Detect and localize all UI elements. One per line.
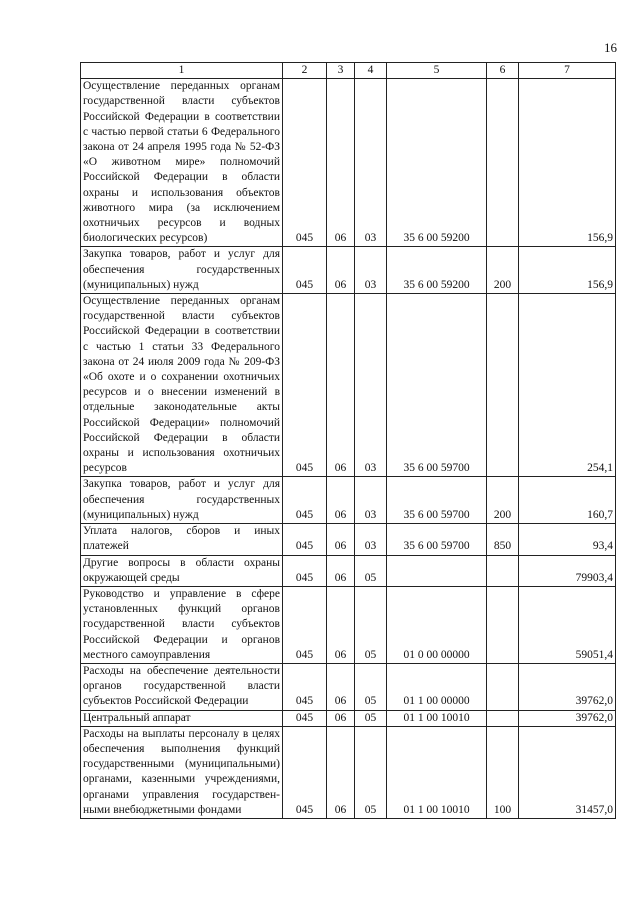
row-code-section: 06 — [327, 247, 355, 294]
row-target-article: 01 1 00 10010 — [387, 710, 487, 726]
row-code-subsection: 03 — [355, 79, 387, 247]
row-description: Другие вопросы в области охраны окружающей среды — [81, 555, 283, 586]
row-description: Руководство и управление в сфере установленных функций органов государственной власти субъектов Российской Федерации и органов местного самоуправления — [81, 586, 283, 663]
row-expense-type — [487, 555, 519, 586]
table-row — [81, 477, 616, 524]
row-expense-type: 200 — [487, 477, 519, 524]
row-target-article: 01 1 00 00000 — [387, 663, 487, 710]
row-code-ministry: 045 — [283, 477, 327, 524]
row-code-ministry: 045 — [283, 524, 327, 555]
row-code-section: 06 — [327, 477, 355, 524]
row-code-section: 06 — [327, 663, 355, 710]
row-amount: 39762,0 — [519, 663, 616, 710]
row-code-subsection: 05 — [355, 586, 387, 663]
row-code-ministry: 045 — [283, 586, 327, 663]
row-expense-type — [487, 710, 519, 726]
row-target-article: 35 6 00 59200 — [387, 247, 487, 294]
row-description: Осуществление переданных органам государственной власти субъектов Российской Федерации в соответствии с частью первой статьи 6 Федерального закона от 24 апреля 1995 года № 52-ФЗ «О животном мире» полномочий Российской Федерации в области охраны и использования объектов животного мира (за исключением охотничьих ресурсов и водных биологических ресурсов) — [81, 79, 283, 247]
row-amount: 59051,4 — [519, 586, 616, 663]
table-row — [81, 710, 616, 726]
row-amount: 93,4 — [519, 524, 616, 555]
row-amount: 31457,0 — [519, 726, 616, 818]
header-cell-5: 5 — [387, 63, 487, 79]
row-expense-type — [487, 663, 519, 710]
row-expense-type: 100 — [487, 726, 519, 818]
header-cell-2: 2 — [283, 63, 327, 79]
row-code-ministry: 045 — [283, 663, 327, 710]
row-target-article — [387, 555, 487, 586]
table-row — [81, 524, 616, 555]
row-code-subsection: 03 — [355, 477, 387, 524]
header-cell-1: 1 — [81, 63, 283, 79]
row-code-ministry: 045 — [283, 555, 327, 586]
row-code-subsection: 05 — [355, 726, 387, 818]
row-amount: 39762,0 — [519, 710, 616, 726]
row-code-ministry: 045 — [283, 710, 327, 726]
row-expense-type — [487, 586, 519, 663]
table-row — [81, 586, 616, 663]
row-amount: 156,9 — [519, 79, 616, 247]
row-code-ministry: 045 — [283, 247, 327, 294]
header-cell-7: 7 — [519, 63, 616, 79]
row-description: Осуществление переданных органам государственной власти субъектов Российской Федерации в соответствии с частью 1 статьи 33 Федерального закона от 24 июля 2009 года № 209-ФЗ «Об охоте и о сохранении охотничьих ресурсов и о внесении изменений в отдельные законодательные акты Российской Федерации» полномочий Российской Федерации в области охраны и использования охотничьих ресурсов — [81, 294, 283, 477]
row-expense-type — [487, 79, 519, 247]
row-code-subsection: 03 — [355, 247, 387, 294]
row-code-section: 06 — [327, 294, 355, 477]
row-target-article: 01 0 00 00000 — [387, 586, 487, 663]
row-description: Центральный аппарат — [81, 710, 283, 726]
row-target-article: 01 1 00 10010 — [387, 726, 487, 818]
header-cell-4: 4 — [355, 63, 387, 79]
row-target-article: 35 6 00 59700 — [387, 477, 487, 524]
row-code-subsection: 05 — [355, 663, 387, 710]
header-cell-6: 6 — [487, 63, 519, 79]
table-row — [81, 663, 616, 710]
row-code-section: 06 — [327, 726, 355, 818]
table-row — [81, 726, 616, 818]
header-cell-3: 3 — [327, 63, 355, 79]
row-code-section: 06 — [327, 524, 355, 555]
row-amount: 79903,4 — [519, 555, 616, 586]
row-code-subsection: 05 — [355, 710, 387, 726]
row-code-section: 06 — [327, 710, 355, 726]
row-target-article: 35 6 00 59700 — [387, 524, 487, 555]
table-row — [81, 555, 616, 586]
table-row — [81, 247, 616, 294]
budget-table — [80, 62, 616, 819]
row-description: Уплата налогов, сборов и иных платежей — [81, 524, 283, 555]
row-target-article: 35 6 00 59700 — [387, 294, 487, 477]
row-description: Расходы на выплаты персоналу в целях обеспечения выполнения функций государственными (муниципальными) органами, казенными учреждениями, органами управления государственными внебюджетными фондами — [81, 726, 283, 818]
row-code-section: 06 — [327, 555, 355, 586]
row-code-section: 06 — [327, 79, 355, 247]
row-code-subsection: 05 — [355, 555, 387, 586]
row-amount: 156,9 — [519, 247, 616, 294]
header-row — [81, 63, 616, 79]
row-code-ministry: 045 — [283, 726, 327, 818]
row-amount: 254,1 — [519, 294, 616, 477]
row-description: Расходы на обеспечение деятельности органов государственной власти субъектов Российской Федерации — [81, 663, 283, 710]
row-amount: 160,7 — [519, 477, 616, 524]
table-row — [81, 79, 616, 247]
row-code-ministry: 045 — [283, 294, 327, 477]
row-expense-type: 850 — [487, 524, 519, 555]
row-expense-type: 200 — [487, 247, 519, 294]
row-code-subsection: 03 — [355, 294, 387, 477]
page-number: 16 — [604, 40, 617, 55]
table-row — [81, 294, 616, 477]
row-description: Закупка товаров, работ и услуг для обеспечения государственных (муниципальных) нужд — [81, 477, 283, 524]
row-target-article: 35 6 00 59200 — [387, 79, 487, 247]
row-code-section: 06 — [327, 586, 355, 663]
row-expense-type — [487, 294, 519, 477]
row-description: Закупка товаров, работ и услуг для обеспечения государственных (муниципальных) нужд — [81, 247, 283, 294]
row-code-ministry: 045 — [283, 79, 327, 247]
row-code-subsection: 03 — [355, 524, 387, 555]
